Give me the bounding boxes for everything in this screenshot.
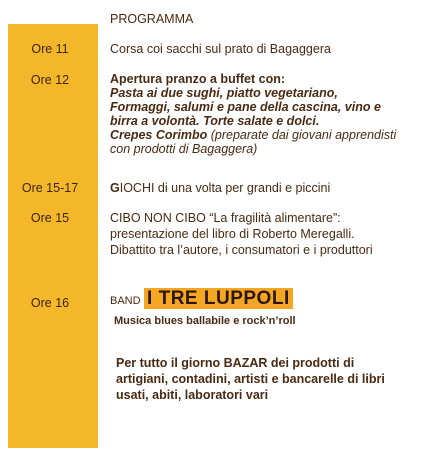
pranzo-title: Apertura pranzo a buffet con: bbox=[110, 72, 286, 86]
time-ore-12: Ore 12 bbox=[30, 73, 70, 87]
event-pranzo bbox=[110, 72, 396, 156]
cibo-line-3: Dibattito tra l’autore, i consumatori e i produttori bbox=[110, 243, 373, 257]
event-corsa: Corsa coi sacchi sul prato di Bagaggera bbox=[110, 42, 331, 56]
event-band bbox=[110, 288, 293, 312]
bazar-lead: Per tutto il giorno bbox=[116, 356, 221, 370]
crepes-note: (preparate dai giovani apprendisti bbox=[207, 128, 397, 142]
pranzo-line-2: Formaggi, salumi e pane della cascina, vino e bbox=[110, 100, 381, 114]
giochi-text: IOCHI di una volta per grandi e piccini bbox=[119, 181, 331, 195]
pranzo-line-5: con prodotti di Bagaggera) bbox=[110, 142, 258, 156]
cibo-line-1: CIBO NON CIBO “La fragilità alimentare”: bbox=[110, 211, 341, 225]
pranzo-line-3: birra a volontà. Torte salate e dolci. bbox=[110, 114, 320, 128]
event-cibo bbox=[110, 210, 373, 258]
band-name-highlight: I TRE LUPPOLI bbox=[144, 288, 293, 309]
pranzo-line-4 bbox=[110, 128, 396, 142]
pranzo-line-1: Pasta ai due sughi, piatto vegetariano, bbox=[110, 86, 338, 100]
bazar-line-2: artigiani, contadini, artisti e bancarelle di libri bbox=[116, 372, 385, 386]
event-giochi bbox=[110, 181, 330, 195]
giochi-initial: G bbox=[110, 181, 120, 195]
bazar-line-3: usati, abiti, laboratori vari bbox=[116, 388, 269, 402]
program-title: PROGRAMMA bbox=[110, 12, 194, 26]
timeline-band bbox=[8, 24, 98, 448]
time-ore-15: Ore 15 bbox=[30, 211, 70, 225]
crepes-label: Crepes Corimbo bbox=[110, 128, 208, 142]
cibo-line-2: presentazione del libro di Roberto Meregalli. bbox=[110, 227, 355, 241]
event-bazar bbox=[116, 355, 385, 403]
bazar-line-1 bbox=[116, 355, 385, 371]
bazar-line-1-rest: BAZAR dei prodotti di bbox=[220, 356, 355, 370]
time-ore-11: Ore 11 bbox=[31, 42, 69, 56]
time-ore-15-17: Ore 15-17 bbox=[21, 181, 79, 195]
band-subtitle: Musica blues ballabile e rock’n’roll bbox=[114, 315, 296, 327]
band-prefix: BAND bbox=[110, 295, 141, 307]
time-ore-16: Ore 16 bbox=[30, 296, 70, 310]
